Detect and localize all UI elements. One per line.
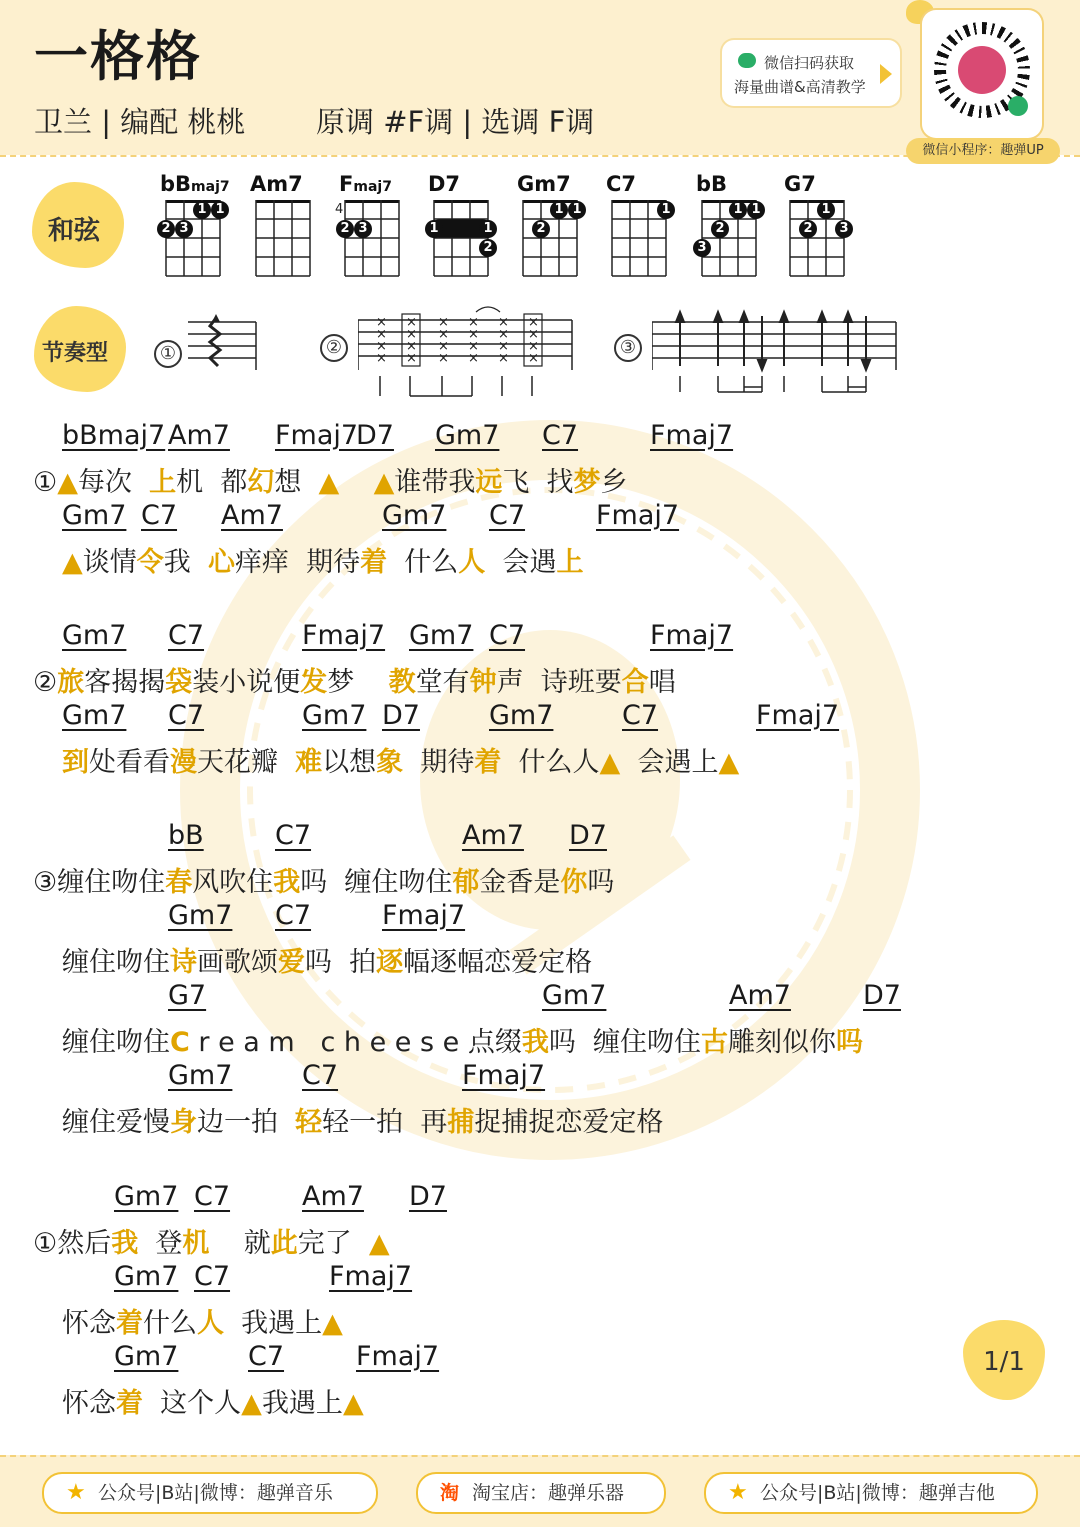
lyric-text: 此 <box>270 1228 298 1259</box>
chord-name: bBmaj7 <box>160 172 230 196</box>
strum-marker: ▲ <box>57 467 78 498</box>
lyric-text: 就 <box>209 1228 271 1259</box>
rhythm-pattern-2 <box>358 300 574 400</box>
chord-line <box>0 1341 1080 1375</box>
taobao-icon: 淘 <box>440 1482 460 1504</box>
lyric-text: 梦 <box>573 467 601 498</box>
lyric-text: 令 <box>136 547 164 578</box>
finger-dot: 1 <box>550 201 568 219</box>
lyric-text: ①然后 <box>33 1228 112 1259</box>
chord-symbol: D7 <box>409 1181 447 1212</box>
svg-text:×: × <box>406 351 417 366</box>
chord-symbol: Fmaj7 <box>329 1261 413 1292</box>
chord-symbol: C7 <box>194 1261 231 1292</box>
chord-line <box>0 980 1080 1014</box>
svg-text:×: × <box>406 327 417 342</box>
lyric-text: 风吹住 <box>192 867 274 898</box>
chord-symbol: D7 <box>382 700 420 731</box>
lyric-text: 古 <box>701 1027 728 1058</box>
rhythm-pattern-3 <box>652 306 898 396</box>
chord-line <box>0 820 1080 854</box>
svg-text:×: × <box>376 339 387 354</box>
lyric-text: 旅 <box>57 667 85 698</box>
svg-text:×: × <box>498 339 509 354</box>
rhythm-number-2: ② <box>320 334 348 362</box>
lyric-text: 爱 <box>278 947 305 978</box>
lyric-line <box>62 740 739 776</box>
finger-dot: 3 <box>693 239 711 257</box>
star-icon: ★ <box>728 1480 748 1505</box>
strum-marker: ▲ <box>718 747 740 778</box>
lyric-text: 怀念 <box>62 1388 116 1419</box>
lyric-text: 到 <box>62 747 89 778</box>
lyric-text: 身 <box>170 1107 197 1138</box>
chord-symbol: Gm7 <box>114 1341 179 1372</box>
lyric-text: 登 <box>138 1228 183 1259</box>
finger-dot: 1 <box>729 201 747 219</box>
fret-label: 4 <box>335 202 344 217</box>
lyric-text: 捕 <box>447 1107 475 1138</box>
lyric-line <box>62 1020 863 1056</box>
lyric-text: 机 <box>182 1228 210 1259</box>
chord-name: bB <box>696 172 728 196</box>
svg-text:×: × <box>438 327 449 342</box>
lyric-text: 吗 <box>836 1027 863 1058</box>
lyric-text: 着 <box>116 1388 143 1419</box>
lyric-text: 画歌颂 <box>197 947 278 978</box>
finger-dot: 2 <box>336 220 354 238</box>
svg-text:×: × <box>438 351 449 366</box>
song-title: 一格格 <box>34 25 202 88</box>
lyric-text: 着 <box>360 547 388 578</box>
artist-arranger: 卫兰 | 编配 桃桃 <box>34 105 246 139</box>
finger-dot: 1 <box>568 201 586 219</box>
chord-symbol: C7 <box>489 620 526 651</box>
strum-marker: ▲ <box>241 1388 262 1419</box>
lyric-text: 我 <box>521 1027 549 1058</box>
lyric-text: 诗 <box>170 947 197 978</box>
mini-program-icon <box>1008 96 1028 116</box>
strum-marker: ▲ <box>322 1308 343 1339</box>
lyric-text: 天花瓣 <box>197 747 296 778</box>
lyric-text: 远 <box>475 467 503 498</box>
footer-text: 公众号|B站|微博：趣弹吉他 <box>760 1482 995 1504</box>
svg-text:×: × <box>498 327 509 342</box>
rhythm-pattern-1 <box>188 312 260 382</box>
svg-text:×: × <box>406 315 417 330</box>
mini-program-label: 微信小程序：趣弹UP <box>906 138 1060 164</box>
svg-text:×: × <box>528 351 539 366</box>
lyric-line <box>33 660 676 696</box>
lyric-text: 发 <box>300 667 328 698</box>
chord-symbol: bB <box>168 820 204 851</box>
finger-dot: 1 <box>211 201 229 219</box>
finger-dot: 2 <box>711 220 729 238</box>
strum-marker: ▲ <box>318 467 340 498</box>
arrow-right-icon <box>880 64 892 84</box>
lyric-text: 每次 <box>77 467 150 498</box>
lyric-text: 客揭揭 <box>84 667 166 698</box>
finger-dot: 1 <box>425 220 443 238</box>
finger-dot: 2 <box>532 220 550 238</box>
lyric-text: 会遇上 <box>620 747 719 778</box>
svg-text:×: × <box>376 315 387 330</box>
lyric-text: 钟 <box>469 667 497 698</box>
finger-dot: 3 <box>354 220 372 238</box>
promo-line2: 海量曲谱&高清教学 <box>734 78 866 96</box>
chord-line <box>0 620 1080 654</box>
chord-symbol: Am7 <box>462 820 524 851</box>
chord-diagram <box>339 198 405 288</box>
chord-symbol: Gm7 <box>168 900 233 931</box>
lyric-line <box>62 940 592 976</box>
chord-symbol: Am7 <box>221 500 283 531</box>
lyric-text: 缠住爱慢 <box>62 1107 170 1138</box>
chord-symbol: C7 <box>489 500 526 531</box>
chords-label: 和弦 <box>48 216 101 246</box>
lyric-text: 象 <box>376 747 404 778</box>
chord-symbol: Gm7 <box>62 500 127 531</box>
finger-dot: 2 <box>479 239 497 257</box>
chord-symbol: Fmaj7 <box>756 700 840 731</box>
lyric-text: 装小说便 <box>192 667 301 698</box>
lyric-text: 着 <box>474 747 502 778</box>
lyric-text: 上 <box>556 547 584 578</box>
lyric-text: 缠住吻住 <box>62 947 170 978</box>
lyric-text: 上 <box>149 467 177 498</box>
chord-name: Fmaj7 <box>339 172 392 196</box>
lyric-text: C <box>170 1027 190 1058</box>
lyric-text: 堂有 <box>415 667 470 698</box>
svg-text:×: × <box>468 351 479 366</box>
chord-symbol: Fmaj7 <box>462 1060 546 1091</box>
lyric-text: 缠住吻住 <box>62 1027 170 1058</box>
chord-symbol: C7 <box>542 420 579 451</box>
footer-link-taobao[interactable] <box>416 1472 666 1514</box>
chord-symbol: Gm7 <box>62 700 127 731</box>
chord-symbol: Fmaj7 <box>650 620 734 651</box>
chord-diagram <box>250 198 316 288</box>
chord-name: D7 <box>428 172 461 196</box>
lyric-text: 教 <box>388 667 416 698</box>
lyric-text: 完了 <box>297 1228 369 1259</box>
lyric-text: 什么人 <box>501 747 600 778</box>
promo-box[interactable] <box>722 40 900 106</box>
chord-symbol: C7 <box>622 700 659 731</box>
lyric-text: 以想 <box>322 747 377 778</box>
lyric-text: 幅逐幅恋爱定格 <box>403 947 593 978</box>
chord-symbol: D7 <box>569 820 607 851</box>
footer-link-music[interactable] <box>42 1472 378 1514</box>
chord-line <box>0 1181 1080 1215</box>
svg-text:×: × <box>528 339 539 354</box>
svg-text:×: × <box>498 315 509 330</box>
star-icon: ★ <box>66 1480 86 1505</box>
chord-symbol: C7 <box>302 1060 339 1091</box>
lyric-text: 金香是 <box>479 867 561 898</box>
finger-dot: 1 <box>479 220 497 238</box>
chord-symbol: Gm7 <box>542 980 607 1011</box>
chord-name: Am7 <box>250 172 303 196</box>
qr-code[interactable] <box>922 10 1042 138</box>
lyric-text: 袋 <box>165 667 193 698</box>
chord-symbol: Gm7 <box>62 620 127 651</box>
chord-symbol: Gm7 <box>168 1060 233 1091</box>
lyric-text: 我 <box>163 547 208 578</box>
app-logo-icon <box>958 46 1006 94</box>
lyric-text: 漫 <box>170 747 197 778</box>
chord-symbol: Fmaj7 <box>302 620 386 651</box>
finger-dot: 2 <box>157 220 175 238</box>
strum-marker: ▲ <box>62 547 83 578</box>
lyric-text: ③缠住吻住 <box>33 867 166 898</box>
svg-text:×: × <box>498 351 509 366</box>
footer-text: 公众号|B站|微博：趣弹音乐 <box>98 1482 333 1504</box>
chord-symbol: Fmaj7 <box>382 900 466 931</box>
chord-symbol: Fmaj7 <box>275 420 359 451</box>
chord-symbol: Fmaj7 <box>596 500 680 531</box>
lyric-text: 雕刻似你 <box>728 1027 836 1058</box>
lyric-text: 处看看 <box>89 747 170 778</box>
lyric-text: 吗 缠住吻住 <box>300 867 453 898</box>
chord-symbol: D7 <box>863 980 901 1011</box>
lyric-text: 什么 <box>387 547 459 578</box>
lyric-text: 飞 找 <box>502 467 574 498</box>
chord-line <box>0 900 1080 934</box>
strum-marker: ▲ <box>342 1388 364 1419</box>
chord-symbol: C7 <box>168 620 205 651</box>
chord-symbol: G7 <box>168 980 207 1011</box>
key-info: 原调 #F调 | 选调 F调 <box>316 105 595 139</box>
svg-text:×: × <box>438 339 449 354</box>
finger-dot: 1 <box>817 201 835 219</box>
finger-dot: 1 <box>657 201 675 219</box>
lyric-text: 轻一拍 再 <box>322 1107 448 1138</box>
rhythm-number-1: ① <box>154 340 182 368</box>
lyric-text: ① <box>33 467 58 498</box>
lyric-line <box>62 1381 364 1417</box>
lyric-text: 我遇上 <box>224 1308 323 1339</box>
lyric-text: 着 <box>116 1308 143 1339</box>
chord-symbol: Gm7 <box>435 420 500 451</box>
chord-line <box>0 500 1080 534</box>
lyric-text: 难 <box>295 747 323 778</box>
finger-dot: 3 <box>175 220 193 238</box>
chord-symbol: Gm7 <box>302 700 367 731</box>
strum-marker: ▲ <box>373 467 395 498</box>
page-number: 1/1 <box>963 1320 1045 1400</box>
lyric-text: 痒痒 期待 <box>234 547 361 578</box>
lyric-text: 边一拍 <box>197 1107 296 1138</box>
chord-symbol: C7 <box>248 1341 285 1372</box>
chord-symbol: D7 <box>356 420 394 451</box>
chord-symbol: Fmaj7 <box>356 1341 440 1372</box>
chord-name: Gm7 <box>517 172 571 196</box>
chord-symbol: C7 <box>275 820 312 851</box>
lyric-text: 乡 <box>600 467 628 498</box>
chord-symbol: Gm7 <box>489 700 554 731</box>
chord-symbol: Gm7 <box>114 1181 179 1212</box>
lyric-text: 这个人 <box>143 1388 242 1419</box>
svg-text:×: × <box>468 327 479 342</box>
lyric-text: 我遇上 <box>261 1388 343 1419</box>
chord-symbol: C7 <box>141 500 178 531</box>
chord-symbol: bBmaj7 <box>62 420 166 451</box>
chord-name: C7 <box>606 172 637 196</box>
lyric-text: 机 都 <box>176 467 248 498</box>
chord-symbol: Am7 <box>302 1181 364 1212</box>
chord-symbol: C7 <box>194 1181 231 1212</box>
chord-line <box>0 1261 1080 1295</box>
lyric-text: 幻 <box>247 467 275 498</box>
lyric-text: r e a m c h e e s e 点缀 <box>189 1027 522 1058</box>
lyric-line <box>62 1100 663 1136</box>
lyric-text: ② <box>33 667 58 698</box>
svg-text:×: × <box>468 339 479 354</box>
svg-text:×: × <box>406 339 417 354</box>
svg-text:×: × <box>468 315 479 330</box>
promo-line1: 微信扫码获取 <box>764 54 855 72</box>
chord-name: G7 <box>784 172 816 196</box>
finger-dot: 1 <box>747 201 765 219</box>
chord-line <box>0 700 1080 734</box>
lyric-text: 春 <box>165 867 193 898</box>
chord-line <box>0 1060 1080 1094</box>
lyric-text: 唱 <box>648 667 676 698</box>
lyric-text: 捉捕捉恋爱定格 <box>474 1107 664 1138</box>
chord-symbol: Am7 <box>168 420 230 451</box>
strum-marker: ▲ <box>599 747 621 778</box>
lyric-line <box>62 1301 343 1337</box>
lyric-text: 心 <box>207 547 235 578</box>
lyric-text: 谈情 <box>82 547 137 578</box>
chord-symbol: Am7 <box>729 980 791 1011</box>
chord-line <box>0 420 1080 454</box>
footer-link-guitar[interactable] <box>704 1472 1038 1514</box>
svg-text:×: × <box>376 351 387 366</box>
lyric-text: 合 <box>621 667 649 698</box>
lyric-text <box>339 467 373 498</box>
lyric-text: 吗 拍 <box>305 947 377 978</box>
lyric-text: 我 <box>111 1228 139 1259</box>
chord-symbol: Fmaj7 <box>650 420 734 451</box>
lyric-text: 吗 缠住吻住 <box>548 1027 701 1058</box>
chord-symbol: Gm7 <box>114 1261 179 1292</box>
lyric-text: 轻 <box>295 1107 323 1138</box>
lyric-line <box>33 860 614 896</box>
rhythm-label: 节奏型 <box>42 341 109 366</box>
finger-dot: 3 <box>835 220 853 238</box>
lyric-text: 吗 <box>587 867 615 898</box>
wechat-icon <box>738 53 756 68</box>
strum-marker: ▲ <box>368 1228 390 1259</box>
lyric-text: 谁带我 <box>394 467 476 498</box>
finger-dot: 1 <box>193 201 211 219</box>
finger-dot: 2 <box>799 220 817 238</box>
chord-symbol: Gm7 <box>382 500 447 531</box>
svg-text:×: × <box>528 327 539 342</box>
chord-symbol: C7 <box>275 900 312 931</box>
lyric-text: 你 <box>560 867 588 898</box>
footer-text: 淘宝店：趣弹乐器 <box>472 1482 625 1504</box>
lyric-text: 什么 <box>143 1308 197 1339</box>
rhythm-number-3: ③ <box>614 334 642 362</box>
lyric-text: 会遇 <box>485 547 557 578</box>
lyric-line <box>33 1221 390 1257</box>
chord-symbol: C7 <box>168 700 205 731</box>
lyric-text: 期待 <box>403 747 475 778</box>
lyric-text: 怀念 <box>62 1308 116 1339</box>
lyric-line <box>62 540 583 576</box>
lyric-text: 逐 <box>376 947 404 978</box>
lyric-text: 声 诗班要 <box>496 667 622 698</box>
lyric-text: 人 <box>458 547 486 578</box>
lyric-text: 想 <box>274 467 319 498</box>
svg-text:×: × <box>376 327 387 342</box>
lyric-text: 梦 <box>327 667 389 698</box>
svg-text:×: × <box>528 315 539 330</box>
lyric-line <box>33 460 628 496</box>
lyric-text: 人 <box>197 1308 224 1339</box>
chord-symbol: Gm7 <box>409 620 474 651</box>
lyric-text: 我 <box>273 867 301 898</box>
svg-text:×: × <box>438 315 449 330</box>
lyric-text: 郁 <box>452 867 480 898</box>
